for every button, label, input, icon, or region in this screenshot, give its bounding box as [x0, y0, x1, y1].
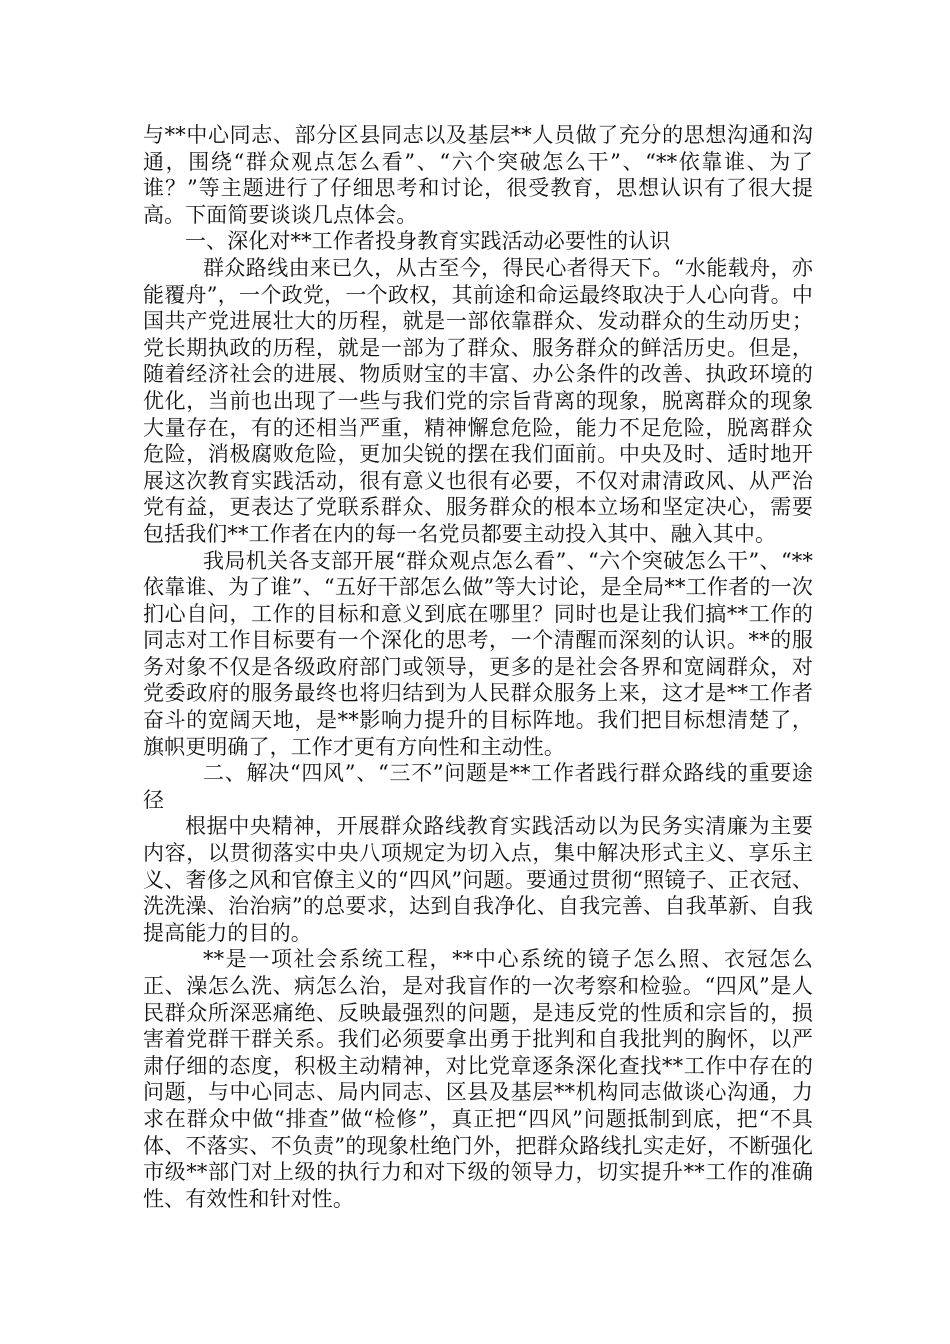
paragraph-intro: 与**中心同志、部分区县同志以及基层**人员做了充分的思想沟通和沟通，围绕“群众观点怎么看”、“六个突破怎么干”、“**依靠谁、为了谁？”等主题进行了仔细思考和讨论，很受教育，思想认识有了很大提高。下面简要谈谈几点体会。: [143, 123, 813, 227]
paragraph-bureau-discussion: 我局机关各支部开展“群众观点怎么看”、“六个突破怎么干”、“**依靠谁、为了谁”、“五好干部怎么做”等大讨论，是全局**工作者的一次扪心自问，工作的目标和意义到底在哪里？同时也是让我们搞**工作的同志对工作目标要有一个深化的思考，一个清醒而深刻的认识。**的服务对象不仅是各级政府部门或领导，更多的是社会各界和宽阔群众，对党委政府的服务最终也将归结到为人民群众服务上来，这才是**工作者奋斗的宽阔天地，是**影响力提升的目标阵地。我们把目标想清楚了，旗帜更明确了，工作才更有方向性和主动性。: [143, 548, 813, 759]
paragraph-central-spirit: 根据中央精神，开展群众路线教育实践活动以为民务实清廉为主要内容，以贯彻落实中央八项规定为切入点，集中解决形式主义、享乐主义、奢侈之风和官僚主义的“四风”问题。要通过贯彻“照镜子、正衣冠、洗洗澡、治治病”的总要求，达到自我净化、自我完善、自我革新、自我提高能力的目的。: [143, 814, 813, 945]
document-body: [143, 122, 813, 1212]
paragraph-mass-line: 群众路线由来已久，从古至今，得民心者得天下。“水能载舟，亦能覆舟”，一个政党，一个政权，其前途和命运最终取决于人心向背。中国共产党进展壮大的历程，就是一部依靠群众、发动群众的生动历史；党长期执政的历程，就是一部为了群众、服务群众的鲜活历史。但是，随着经济社会的进展、物质财宝的丰富、办公条件的改善、执政环境的优化，当前也出现了一些与我们党的宗旨背离的现象，脱离群众的现象大量存在，有的还相当严重，精神懈怠危险，能力不足危险，脱离群众危险，消极腐败危险，更加尖锐的摆在我们面前。中央及时、适时地开展这次教育实践活动，很有意义也很有必要，不仅对肃清政风、从严治党有益，更表达了党联系群众、服务群众的根本立场和坚定决心，需要包括我们**工作者在内的每一名党员都要主动投入其中、融入其中。: [143, 255, 813, 546]
section-heading-2: 二、解决“四风”、“三不”问题是**工作者践行群众路线的重要途径: [143, 761, 813, 812]
paragraph-social-project: **是一项社会系统工程，**中心系统的镜子怎么照、衣冠怎么正、澡怎么洗、病怎么治，是对我盲作的一次考察和检验。“四风”是人民群众所深恶痛绝、反映最强烈的问题，是违反党的性质和宗旨的，损害着党群干群关系。我们必须要拿出勇于批判和自我批判的胸怀，以严肃仔细的态度，积极主动精神，对比党章逐条深化查找**工作中存在的问题，与中心同志、局内同志、区县及基层**机构同志做谈心沟通，力求在群众中做“排查”做“检修”，真正把“四风”问题抵制到底，把“不具体、不落实、不负责”的现象杜绝门外，把群众路线扎实走好，不断强化市级**部门对上级的执行力和对下级的领导力，切实提升**工作的准确性、有效性和针对性。: [143, 947, 813, 1211]
section-heading-1: 一、深化对**工作者投身教育实践活动必要性的认识: [185, 229, 671, 254]
